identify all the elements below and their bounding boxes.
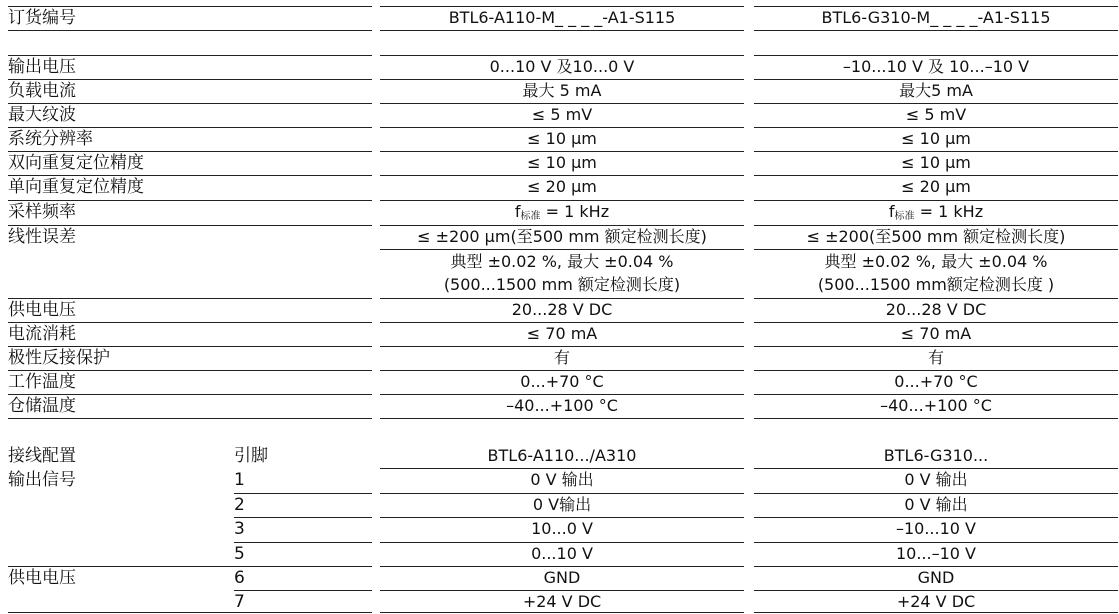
spec-row <box>0 79 1119 103</box>
spec-label: 线性误差 <box>8 227 76 247</box>
rule <box>754 418 1118 419</box>
wiring-value-col2: 0 V 输出 <box>904 495 968 514</box>
rule <box>380 566 744 567</box>
spec-label <box>8 250 228 274</box>
rule <box>380 612 744 613</box>
wiring-row-label <box>8 542 228 566</box>
pin-number: 2 <box>234 495 245 515</box>
spec-label: 双向重复定位精度 <box>8 153 144 173</box>
rule <box>234 542 372 543</box>
wiring-row-label <box>8 493 228 517</box>
wiring-value-col1: 10...0 V <box>531 519 593 538</box>
rule <box>754 79 1118 80</box>
rule <box>380 6 744 7</box>
wiring-value-col2: +24 V DC <box>896 592 976 611</box>
spec-row <box>0 273 1119 297</box>
spec-label: 负载电流 <box>8 81 76 101</box>
spec-value-col2: –40...+100 °C <box>880 396 992 415</box>
spec-value-col2: ≤ 10 µm <box>901 129 971 148</box>
rule <box>8 225 372 226</box>
spec-value-col2: (500...1500 mm额定检测长度 ) <box>817 275 1055 294</box>
rule <box>8 612 372 613</box>
spec-label: 输出电压 <box>8 57 76 77</box>
header-row <box>0 6 1119 30</box>
rule <box>380 225 744 226</box>
spec-row <box>0 103 1119 127</box>
wiring-row <box>0 468 1119 492</box>
rule <box>754 370 1118 371</box>
rule <box>8 127 372 128</box>
rule <box>8 30 372 31</box>
spec-value-col2: 最大5 mA <box>899 81 973 100</box>
spec-value-col2: 20...28 V DC <box>885 300 987 319</box>
rule <box>380 298 744 299</box>
spec-value-col1: –40...+100 °C <box>506 396 618 415</box>
rule <box>754 590 1118 591</box>
rule <box>754 127 1118 128</box>
rule <box>380 79 744 80</box>
wiring-value-col2: 10...–10 V <box>895 544 976 563</box>
rule <box>754 394 1118 395</box>
spec-label: 极性反接保护 <box>8 348 110 368</box>
rule <box>380 103 744 104</box>
spec-value-col1: 典型 ±0.02 %, 最大 ±0.04 % <box>450 252 674 271</box>
wiring-label: 接线配置 <box>8 446 76 466</box>
rule <box>754 225 1118 226</box>
rule <box>754 298 1118 299</box>
rule <box>8 175 372 176</box>
order-number-label: 订货编号 <box>8 8 76 28</box>
rule <box>380 542 744 543</box>
spec-value-col1: ≤ 10 µm <box>527 129 597 148</box>
spec-label: 采样频率 <box>8 202 76 222</box>
wiring-header-row <box>0 444 1119 468</box>
rule <box>8 566 372 567</box>
rule <box>8 322 372 323</box>
spec-label: 最大纹波 <box>8 105 76 125</box>
spec-value-col1: ≤ ±200 µm(至500 mm 额定检测长度) <box>417 227 707 246</box>
rule <box>380 30 744 31</box>
spec-label <box>8 273 228 297</box>
spec-label: 供电电压 <box>8 300 76 320</box>
rule <box>8 103 372 104</box>
spec-value-col1: $f_{标准} = 1$ kHz <box>514 202 610 222</box>
wiring-row <box>0 517 1119 541</box>
rule <box>8 6 372 7</box>
spec-value-col2: –10...10 V 及 10...–10 V <box>842 57 1030 76</box>
wiring-row-label: 供电电压 <box>8 568 76 588</box>
spec-value-col2: 有 <box>927 348 944 367</box>
rule <box>8 346 372 347</box>
spec-label: 仓储温度 <box>8 396 76 416</box>
rule <box>8 418 372 419</box>
pin-number: 6 <box>234 568 245 588</box>
spec-value-col2: ≤ 10 µm <box>901 153 971 172</box>
rule <box>754 612 1118 613</box>
spec-row <box>0 346 1119 370</box>
pin-number: 3 <box>234 519 245 539</box>
spec-row <box>0 200 1119 224</box>
spec-value-col2: $f_{标准} = 1$ kHz <box>888 202 984 222</box>
rule <box>234 517 372 518</box>
wiring-row <box>0 590 1119 614</box>
wiring-value-col1: GND <box>543 568 581 587</box>
wiring-value-col1: 0 V输出 <box>532 495 592 514</box>
pin-number: 7 <box>234 592 245 612</box>
rule <box>234 590 372 591</box>
spec-row <box>0 151 1119 175</box>
rule <box>8 370 372 371</box>
spec-label: 电流消耗 <box>8 324 76 344</box>
rule <box>754 30 1118 31</box>
spec-row <box>0 225 1119 249</box>
spec-row <box>0 250 1119 274</box>
rule <box>380 127 744 128</box>
spec-value-col2: ≤ 70 mA <box>900 324 972 343</box>
rule <box>754 566 1118 567</box>
wiring-value-col1: 0...10 V <box>531 544 593 563</box>
wiring-value-col2: –10...10 V <box>895 519 976 538</box>
pin-number: 5 <box>234 544 245 564</box>
rule <box>8 394 372 395</box>
spec-value-col2: ≤ ±200(至500 mm 额定检测长度) <box>806 227 1066 246</box>
spec-label: 系统分辨率 <box>8 129 93 149</box>
rule <box>754 151 1118 152</box>
wiring-row <box>0 566 1119 590</box>
spec-value-col1: ≤ 10 µm <box>527 153 597 172</box>
wiring-value-col1: +24 V DC <box>522 592 602 611</box>
rule <box>380 175 744 176</box>
rule <box>380 151 744 152</box>
spec-row <box>0 127 1119 151</box>
wiring-row-label: 输出信号 <box>8 470 76 490</box>
spec-value-col1: (500...1500 mm 额定检测长度) <box>443 275 681 294</box>
wiring-row-label <box>8 590 228 614</box>
rule <box>754 175 1118 176</box>
rule <box>234 493 372 494</box>
rule <box>380 249 744 250</box>
spec-value-col1: 0...+70 °C <box>520 372 604 391</box>
spec-label: 工作温度 <box>8 372 76 392</box>
rule <box>754 346 1118 347</box>
spec-value-col1: ≤ 5 mV <box>531 105 593 124</box>
spec-row <box>0 370 1119 394</box>
spec-value-col1: 有 <box>553 348 570 367</box>
pin-number: 1 <box>234 470 245 490</box>
rule <box>754 542 1118 543</box>
spec-value-col1: ≤ 20 µm <box>527 177 597 196</box>
rule <box>8 298 372 299</box>
wiring-value-col1: 0 V 输出 <box>530 470 594 489</box>
spec-value-col1: 20...28 V DC <box>511 300 613 319</box>
rule <box>380 590 744 591</box>
wiring-row-label <box>8 517 228 541</box>
rule <box>380 394 744 395</box>
spec-value-col2: 典型 ±0.02 %, 最大 ±0.04 % <box>824 252 1048 271</box>
wiring-col1-model: BTL6-A110.../A310 <box>487 446 637 465</box>
spec-row <box>0 394 1119 418</box>
rule <box>754 200 1118 201</box>
rule <box>8 79 372 80</box>
rule <box>380 346 744 347</box>
rule <box>380 418 744 419</box>
wiring-row <box>0 542 1119 566</box>
spec-value-col1: 最大 5 mA <box>522 81 602 100</box>
wiring-col2-model: BTL6-G310... <box>883 446 989 465</box>
spec-value-col2: ≤ 20 µm <box>901 177 971 196</box>
wiring-value-col2: 0 V 输出 <box>904 470 968 489</box>
pin-header: 引脚 <box>234 446 268 466</box>
col1-model: BTL6-A110-M_ _ _ _-A1-S115 <box>448 8 676 27</box>
rule <box>380 493 744 494</box>
wiring-value-col2: GND <box>917 568 955 587</box>
spec-value-col2: ≤ 5 mV <box>905 105 967 124</box>
spec-value-col2: 0...+70 °C <box>894 372 978 391</box>
rule <box>754 322 1118 323</box>
rule <box>8 200 372 201</box>
spec-row <box>0 322 1119 346</box>
rule <box>380 200 744 201</box>
rule <box>754 517 1118 518</box>
rule <box>380 322 744 323</box>
rule <box>754 103 1118 104</box>
spec-value-col1: 0...10 V 及10...0 V <box>489 57 635 76</box>
spec-row <box>0 175 1119 199</box>
col2-model: BTL6-G310-M_ _ _ _-A1-S115 <box>821 8 1051 27</box>
rule <box>754 493 1118 494</box>
spec-label: 单向重复定位精度 <box>8 177 144 197</box>
rule <box>380 517 744 518</box>
rule <box>754 6 1118 7</box>
spec-row <box>0 55 1119 79</box>
spec-value-col1: ≤ 70 mA <box>526 324 598 343</box>
rule <box>380 370 744 371</box>
rule <box>8 151 372 152</box>
rule <box>754 249 1118 250</box>
spec-row <box>0 298 1119 322</box>
wiring-row <box>0 493 1119 517</box>
